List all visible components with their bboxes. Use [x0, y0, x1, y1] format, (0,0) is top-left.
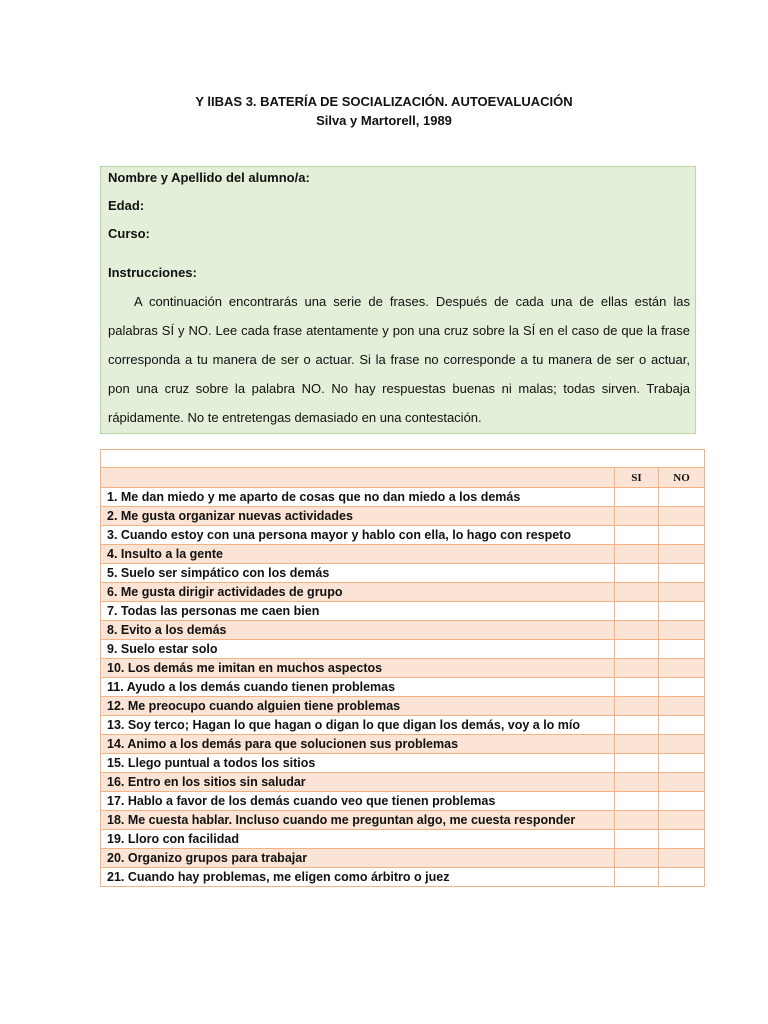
answer-si-box[interactable] — [615, 564, 659, 583]
answer-no-box[interactable] — [659, 507, 705, 526]
answer-no-box[interactable] — [659, 792, 705, 811]
column-no-header: NO — [659, 468, 705, 488]
question-text: 15. Llego puntual a todos los sitios — [101, 754, 615, 773]
question-text: 6. Me gusta dirigir actividades de grupo — [101, 583, 615, 602]
table-row — [101, 545, 705, 564]
table-row — [101, 716, 705, 735]
table-row — [101, 697, 705, 716]
question-text: 16. Entro en los sitios sin saludar — [101, 773, 615, 792]
table-row — [101, 621, 705, 640]
answer-si-box[interactable] — [615, 716, 659, 735]
question-text: 18. Me cuesta hablar. Incluso cuando me preguntan algo, me cuesta responder — [101, 811, 615, 830]
answer-no-box[interactable] — [659, 526, 705, 545]
answer-no-box[interactable] — [659, 754, 705, 773]
answer-si-box[interactable] — [615, 773, 659, 792]
answer-no-box[interactable] — [659, 659, 705, 678]
answer-no-box[interactable] — [659, 488, 705, 507]
question-text: 7. Todas las personas me caen bien — [101, 602, 615, 621]
document-subtitle: Silva y Martorell, 1989 — [316, 113, 452, 128]
question-text: 10. Los demás me imitan en muchos aspectos — [101, 659, 615, 678]
question-text: 3. Cuando estoy con una persona mayor y hablo con ella, lo hago con respeto — [101, 526, 615, 545]
answer-si-box[interactable] — [615, 678, 659, 697]
answer-si-box[interactable] — [615, 792, 659, 811]
answer-no-box[interactable] — [659, 868, 705, 887]
question-text: 17. Hablo a favor de los demás cuando veo que tienen problemas — [101, 792, 615, 811]
table-row — [101, 507, 705, 526]
table-row — [101, 659, 705, 678]
instructions-label: Instrucciones: — [108, 265, 197, 280]
document-title: Y lIBAS 3. BATERÍA DE SOCIALIZACIÓN. AUTOEVALUACIÓN — [195, 94, 573, 109]
answer-si-box[interactable] — [615, 507, 659, 526]
answer-no-box[interactable] — [659, 602, 705, 621]
age-label: Edad: — [108, 198, 145, 213]
question-text: 14. Animo a los demás para que solucionen sus problemas — [101, 735, 615, 754]
table-spacer-row — [101, 450, 705, 468]
table-row — [101, 773, 705, 792]
questionnaire-table — [100, 449, 705, 887]
instructions-text: A continuación encontrarás una serie de frases. Después de cada una de ellas están las palabras SÍ y NO. Lee cada frase atentamente y pon una cruz sobre la SÍ en el caso de que la frase corresponda a tu manera de ser o actuar. Si la frase no corresponde a tu manera de ser o actuar, pon una cruz sobre la palabra NO. No hay respuestas buenas ni malas; todas sirven. Trabaja rápidamente. No te entretengas demasiado en una contestación. — [108, 294, 690, 425]
question-text: 19. Lloro con facilidad — [101, 830, 615, 849]
table-row — [101, 488, 705, 507]
table-row — [101, 735, 705, 754]
table-row — [101, 583, 705, 602]
table-row — [101, 868, 705, 887]
table-row — [101, 678, 705, 697]
answer-si-box[interactable] — [615, 621, 659, 640]
table-row — [101, 849, 705, 868]
answer-si-box[interactable] — [615, 545, 659, 564]
question-text: 11. Ayudo a los demás cuando tienen problemas — [101, 678, 615, 697]
question-text: 12. Me preocupo cuando alguien tiene problemas — [101, 697, 615, 716]
question-text: 4. Insulto a la gente — [101, 545, 615, 564]
header-blank-cell — [101, 468, 615, 488]
table-row — [101, 526, 705, 545]
name-label: Nombre y Apellido del alumno/a: — [108, 170, 310, 185]
question-text: 2. Me gusta organizar nuevas actividades — [101, 507, 615, 526]
question-text: 9. Suelo estar solo — [101, 640, 615, 659]
answer-no-box[interactable] — [659, 545, 705, 564]
question-text: 13. Soy terco; Hagan lo que hagan o digan lo que digan los demás, voy a lo mío — [101, 716, 615, 735]
answer-si-box[interactable] — [615, 640, 659, 659]
answer-si-box[interactable] — [615, 583, 659, 602]
answer-si-box[interactable] — [615, 659, 659, 678]
answer-si-box[interactable] — [615, 697, 659, 716]
answer-si-box[interactable] — [615, 868, 659, 887]
answer-no-box[interactable] — [659, 735, 705, 754]
question-text: 21. Cuando hay problemas, me eligen como árbitro o juez — [101, 868, 615, 887]
course-label: Curso: — [108, 226, 150, 241]
answer-no-box[interactable] — [659, 773, 705, 792]
answer-si-box[interactable] — [615, 526, 659, 545]
answer-no-box[interactable] — [659, 678, 705, 697]
table-row — [101, 640, 705, 659]
student-info-box — [100, 166, 696, 434]
answer-no-box[interactable] — [659, 830, 705, 849]
table-row — [101, 564, 705, 583]
answer-no-box[interactable] — [659, 564, 705, 583]
answer-si-box[interactable] — [615, 830, 659, 849]
table-header-row — [101, 468, 705, 488]
question-text: 1. Me dan miedo y me aparto de cosas que no dan miedo a los demás — [101, 488, 615, 507]
table-row — [101, 754, 705, 773]
table-row — [101, 811, 705, 830]
table-row — [101, 792, 705, 811]
table-row — [101, 602, 705, 621]
answer-no-box[interactable] — [659, 716, 705, 735]
question-text: 20. Organizo grupos para trabajar — [101, 849, 615, 868]
answer-si-box[interactable] — [615, 488, 659, 507]
answer-no-box[interactable] — [659, 849, 705, 868]
answer-si-box[interactable] — [615, 849, 659, 868]
answer-no-box[interactable] — [659, 811, 705, 830]
answer-no-box[interactable] — [659, 697, 705, 716]
answer-no-box[interactable] — [659, 640, 705, 659]
question-text: 8. Evito a los demás — [101, 621, 615, 640]
table-row — [101, 830, 705, 849]
answer-no-box[interactable] — [659, 621, 705, 640]
answer-si-box[interactable] — [615, 735, 659, 754]
question-text: 5. Suelo ser simpático con los demás — [101, 564, 615, 583]
column-si-header: SI — [615, 468, 659, 488]
answer-si-box[interactable] — [615, 754, 659, 773]
answer-si-box[interactable] — [615, 602, 659, 621]
answer-no-box[interactable] — [659, 583, 705, 602]
answer-si-box[interactable] — [615, 811, 659, 830]
